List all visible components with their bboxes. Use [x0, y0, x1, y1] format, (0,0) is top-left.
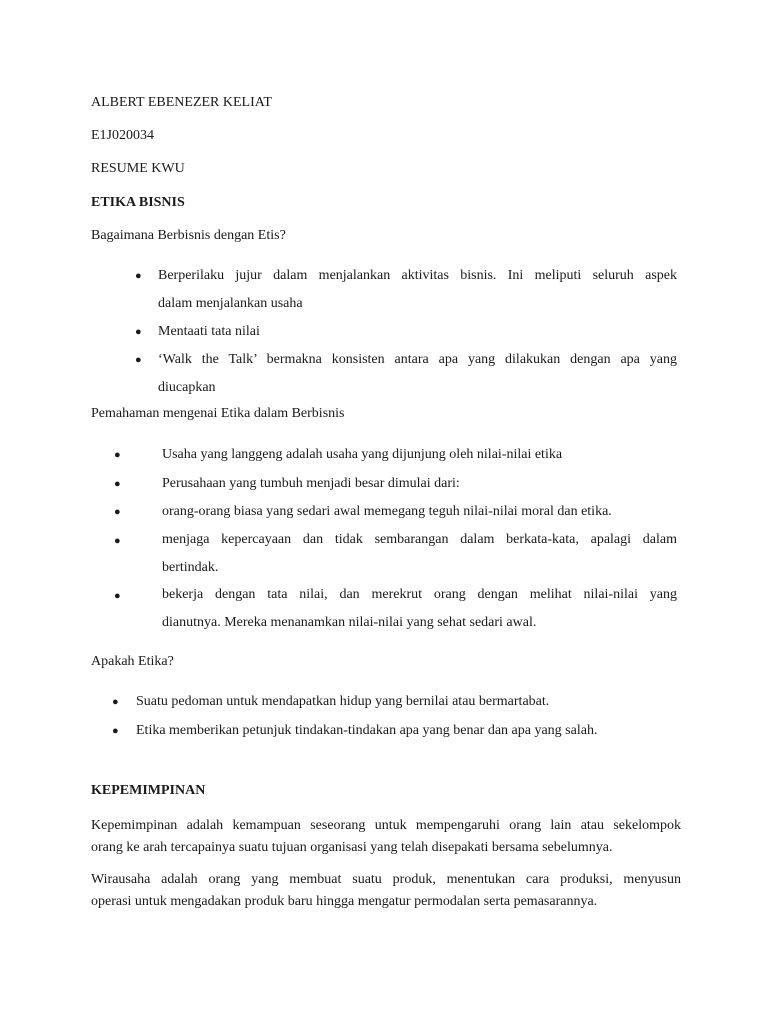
list-item-line: dalam menjalankan usaha: [158, 296, 303, 311]
bullet-icon: ●: [135, 326, 142, 338]
paragraph-line: Kepemimpinan adalah kemampuan seseorang untuk mempengaruhi orang lain atau sekelompok: [91, 818, 681, 833]
bullet-icon: ●: [114, 478, 121, 490]
list-item: [162, 526, 677, 582]
list-item: Usaha yang langgeng adalah usaha yang dijunjung oleh nilai-nilai etika: [162, 447, 563, 462]
paragraph-line: operasi untuk mengadakan produk baru hingga mengatur permodalan serta pemasarannya.: [91, 894, 598, 909]
subheading-berbisnis-etis: Bagaimana Berbisnis dengan Etis?: [91, 228, 286, 243]
paragraph-line: orang ke arah tercapainya suatu tujuan organisasi yang telah disepakati bersama sebelumnya.: [91, 840, 613, 855]
list-item-line: diucapkan: [158, 380, 216, 395]
list-item-line: ‘Walk the Talk’ bermakna konsisten antara apa yang dilakukan dengan apa yang: [158, 352, 677, 367]
section-heading-kepemimpinan: KEPEMIMPINAN: [91, 783, 206, 798]
document-title: RESUME KWU: [91, 161, 185, 176]
section-heading-etika-bisnis: ETIKA BISNIS: [91, 195, 185, 210]
bullet-icon: ●: [135, 270, 142, 282]
list-item-line: bekerja dengan tata nilai, dan merekrut orang dengan melihat nilai-nilai yang: [162, 587, 677, 602]
bullet-icon: ●: [112, 696, 119, 708]
list-item-line: bertindak.: [162, 560, 219, 575]
list-item: Suatu pedoman untuk mendapatkan hidup yang bernilai atau bermartabat.: [136, 694, 550, 709]
bullet-icon: ●: [112, 725, 119, 737]
subheading-pemahaman-etika: Pemahaman mengenai Etika dalam Berbisnis: [91, 406, 345, 421]
list-item: [158, 262, 677, 318]
list-item: orang-orang biasa yang sedari awal memegang teguh nilai-nilai moral dan etika.: [162, 504, 612, 519]
paragraph-kepemimpinan: [91, 815, 681, 859]
subheading-apakah-etika: Apakah Etika?: [91, 654, 174, 669]
author-name: ALBERT EBENEZER KELIAT: [91, 95, 272, 110]
bullet-icon: ●: [114, 590, 121, 602]
bullet-icon: ●: [135, 354, 142, 366]
student-id: E1J020034: [91, 128, 154, 143]
bullet-icon: ●: [114, 506, 121, 518]
bullet-icon: ●: [114, 535, 121, 547]
paragraph-line: Wirausaha adalah orang yang membuat suatu produk, menentukan cara produksi, menyusun: [91, 872, 681, 887]
list-item-line: dianutnya. Mereka menanamkan nilai-nilai yang sehat sedari awal.: [162, 615, 537, 630]
list-item-line: Berperilaku jujur dalam menjalankan aktivitas bisnis. Ini meliputi seluruh aspek: [158, 268, 677, 283]
list-item: [162, 581, 677, 637]
bullet-icon: ●: [114, 449, 121, 461]
list-item-line: menjaga kepercayaan dan tidak sembarangan dalam berkata-kata, apalagi dalam: [162, 532, 677, 547]
paragraph-wirausaha: [91, 869, 681, 913]
list-item: [158, 346, 677, 402]
list-item: Etika memberikan petunjuk tindakan-tindakan apa yang benar dan apa yang salah.: [136, 723, 598, 738]
list-item: Mentaati tata nilai: [158, 324, 260, 339]
list-item: Perusahaan yang tumbuh menjadi besar dimulai dari:: [162, 476, 460, 491]
